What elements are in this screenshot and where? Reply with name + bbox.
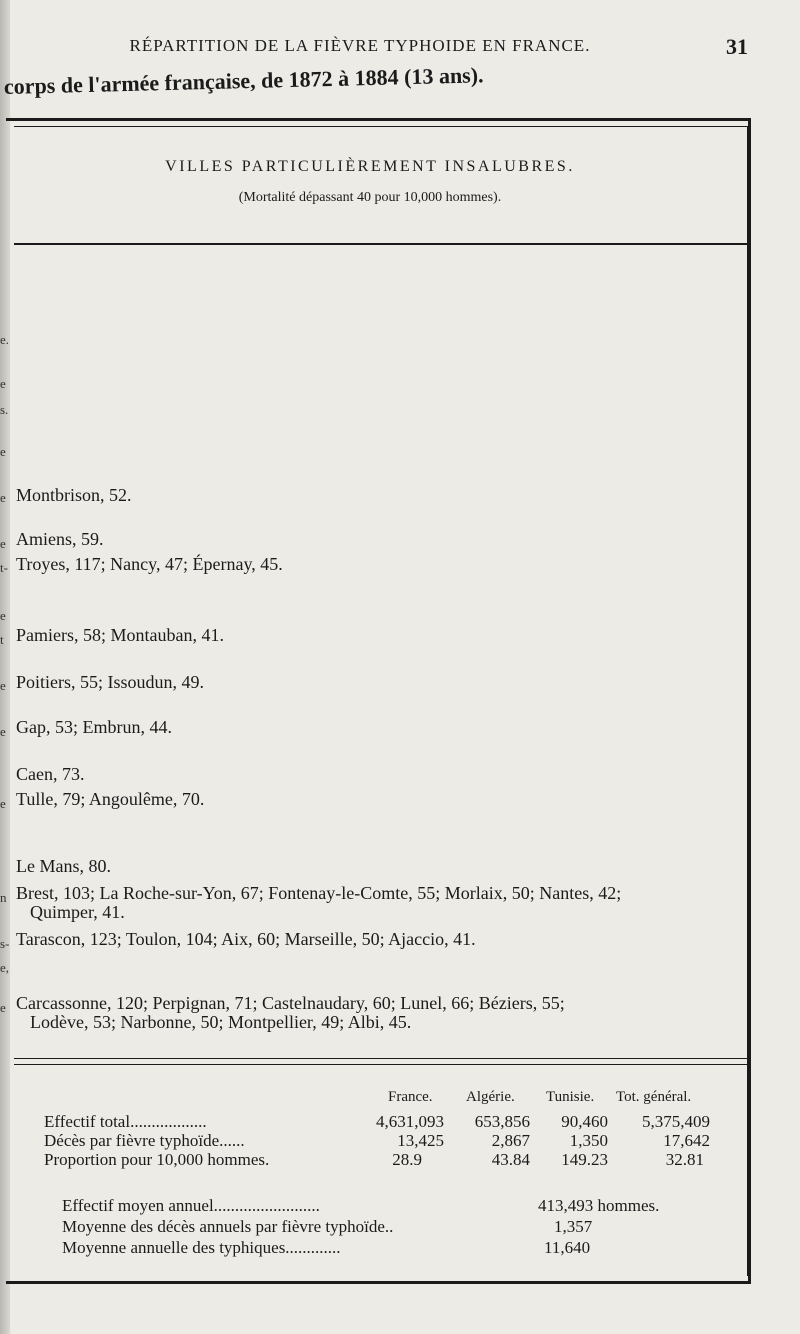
stats-cell: 90,460: [561, 1112, 608, 1131]
city-list-row-text: Brest, 103; La Roche-sur-Yon, 67; Fontenay-le-Comte, 55; Morlaix, 50; Nantes, 42;: [16, 883, 622, 903]
summary-value: 413,493 hommes.: [538, 1196, 660, 1215]
margin-mark: n: [0, 890, 7, 905]
summary-label: Effectif moyen annuel.........................: [62, 1196, 320, 1215]
heading-rule: [14, 243, 748, 245]
stats-cell: 2,867: [491, 1131, 530, 1150]
page-number: 31: [726, 34, 748, 59]
margin-mark: s-: [0, 936, 10, 951]
city-list-row: Amiens, 59.: [16, 529, 104, 549]
city-list-row: [16, 994, 744, 1032]
margin-mark: e,: [0, 960, 10, 975]
stats-column-header: Algérie.: [466, 1089, 515, 1105]
margin-mark: e: [0, 796, 6, 811]
stats-cell: 1,350: [569, 1131, 608, 1150]
city-list-row-continuation: Quimper, 41.: [30, 902, 125, 922]
margin-mark: e.: [0, 332, 10, 347]
stats-cell: 5,375,409: [642, 1112, 710, 1131]
stats-row-label: Effectif total..................: [44, 1112, 207, 1131]
margin-mark: e: [0, 536, 6, 551]
city-list-row: Poitiers, 55; Issoudun, 49.: [16, 672, 205, 692]
margin-mark: t: [0, 632, 4, 647]
city-list-row-continuation: Lodève, 53; Narbonne, 50; Montpellier, 49; Albi, 45.: [30, 1012, 412, 1032]
margin-mark: e: [0, 444, 6, 459]
stats-cell: 13,425: [397, 1131, 444, 1150]
summary-value: 1,357: [554, 1217, 593, 1236]
city-list-row: Gap, 53; Embrun, 44.: [16, 717, 172, 737]
summary-value: 11,640: [544, 1238, 591, 1257]
city-list-row: Tulle, 79; Angoulême, 70.: [16, 789, 205, 809]
stats-cell: 32.81: [665, 1150, 704, 1169]
stats-cell: 149.23: [561, 1150, 608, 1169]
stats-rule-top: [14, 1058, 748, 1059]
page-subtitle: corps de l'armée française, de 1872 à 1884 (13 ans).: [3, 62, 484, 99]
margin-mark: s.: [0, 402, 9, 417]
stats-cell: 17,642: [663, 1131, 710, 1150]
stats-cell: 28.9: [392, 1150, 422, 1169]
city-list-row: Le Mans, 80.: [16, 856, 111, 876]
city-list-row: Montbrison, 52.: [16, 485, 132, 505]
running-title: RÉPARTITION DE LA FIÈVRE TYPHOIDE EN FRANCE.: [129, 36, 591, 55]
stats-column-header: Tunisie.: [546, 1089, 595, 1105]
margin-mark: e: [0, 1000, 6, 1015]
margin-mark: e: [0, 724, 6, 739]
summary-label: Moyenne des décès annuels par fièvre typhoïde..: [62, 1217, 394, 1236]
stats-column-header: Tot. général.: [616, 1089, 692, 1105]
stats-rule-second: [14, 1064, 748, 1065]
city-list-row: [16, 884, 744, 922]
table-subheading: (Mortalité dépassant 40 pour 10,000 hommes).: [238, 190, 502, 205]
city-list-row-text: Carcassonne, 120; Perpignan, 71; Castelnaudary, 60; Lunel, 66; Béziers, 55;: [16, 993, 565, 1013]
stats-row-label: Décès par fièvre typhoïde......: [44, 1131, 245, 1150]
city-list-row: Caen, 73.: [16, 764, 85, 784]
stats-row-label: Proportion pour 10,000 hommes.: [44, 1150, 270, 1169]
margin-mark: e: [0, 608, 6, 623]
stats-column-header: France.: [388, 1089, 433, 1105]
margin-mark: e: [0, 678, 6, 693]
city-list-row: Tarascon, 123; Toulon, 104; Aix, 60; Marseille, 50; Ajaccio, 41.: [16, 929, 476, 949]
stats-cell: 653,856: [474, 1112, 530, 1131]
stats-cell: 4,631,093: [376, 1112, 444, 1131]
city-list-row: Pamiers, 58; Montauban, 41.: [16, 625, 224, 645]
margin-mark: e: [0, 490, 6, 505]
summary-label: Moyenne annuelle des typhiques.............: [62, 1238, 341, 1257]
city-list-row: Troyes, 117; Nancy, 47; Épernay, 45.: [16, 554, 283, 574]
table-heading: VILLES PARTICULIÈREMENT INSALUBRES.: [165, 158, 575, 175]
stats-cell: 43.84: [491, 1150, 530, 1169]
margin-mark: e: [0, 376, 6, 391]
margin-mark: t-: [0, 560, 8, 575]
